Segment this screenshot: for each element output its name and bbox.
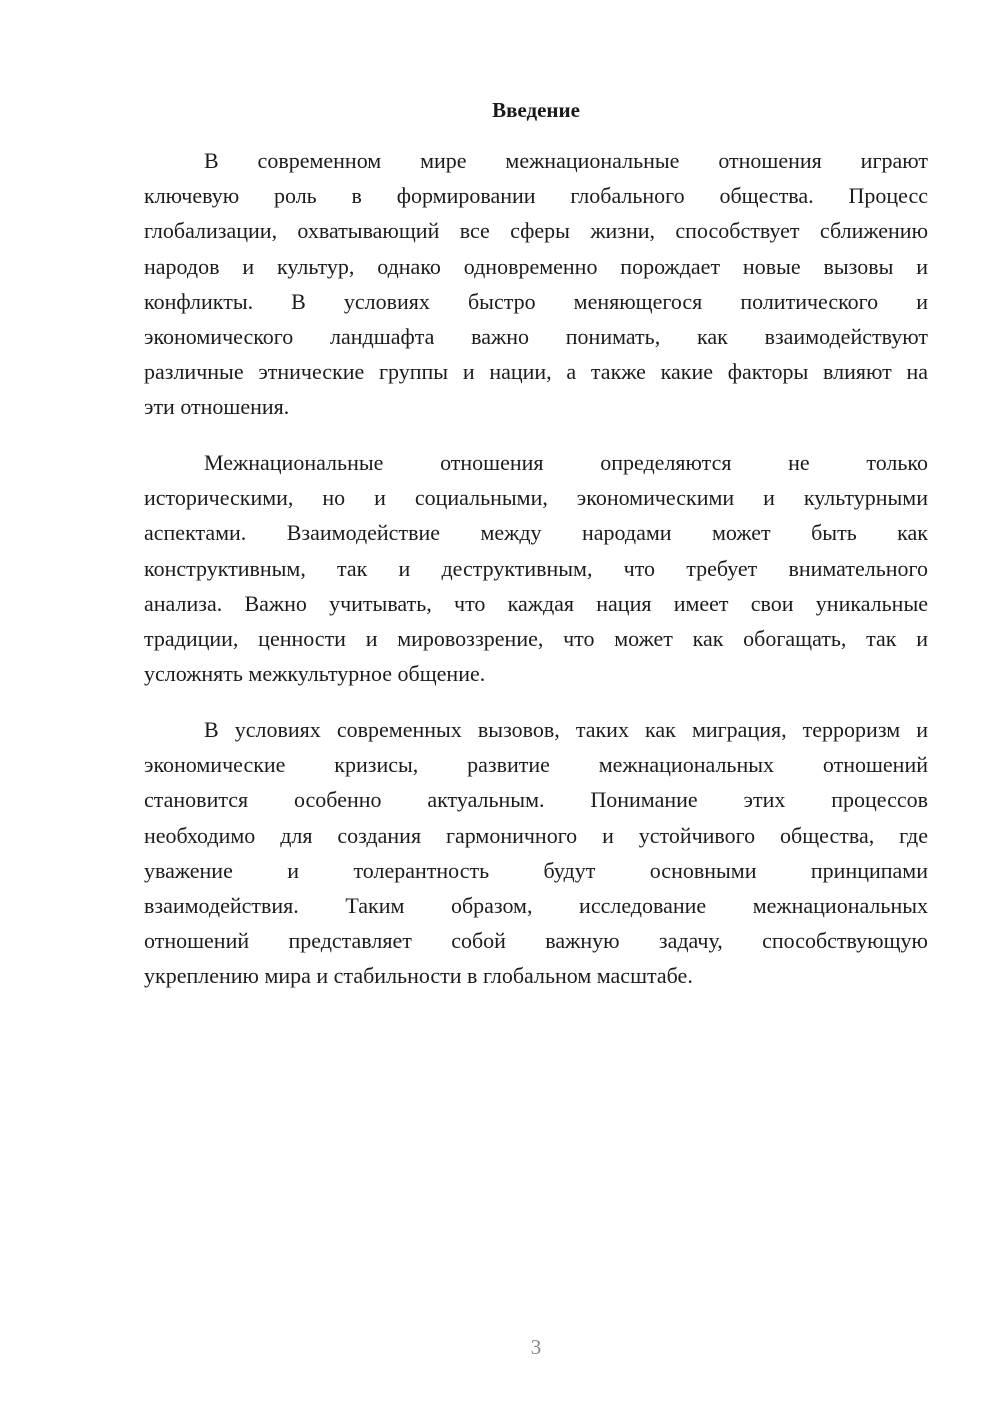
paragraph-3 (144, 712, 928, 994)
paragraph-line: народов и культур, однако одновременно порождает новые вызовы и (144, 253, 928, 279)
paragraph-line: эти отношения. (144, 394, 290, 420)
paragraph-line: историческими, но и социальными, экономическими и культурными (144, 485, 928, 511)
paragraph-line: В современном мире межнациональные отношения играют (204, 148, 928, 173)
paragraph-1 (144, 143, 928, 425)
paragraph-line: необходимо для создания гармоничного и устойчивого общества, где (144, 822, 928, 848)
paragraph-line: отношений представляет собой важную задачу, способствующую (144, 928, 928, 954)
section-heading: Введение (492, 98, 580, 122)
paragraph-line: усложнять межкультурное общение. (144, 661, 486, 687)
paragraph-line: укреплению мира и стабильности в глобальном масштабе. (144, 963, 693, 989)
paragraph-line: В условиях современных вызовов, таких как миграция, терроризм и (204, 717, 928, 742)
paragraph-line: конструктивным, так и деструктивным, что требует внимательного (144, 555, 928, 581)
paragraph-line: анализа. Важно учитывать, что каждая нация имеет свои уникальные (144, 590, 928, 616)
paragraph-line: аспектами. Взаимодействие между народами может быть как (144, 520, 928, 546)
paragraph-line: экономического ландшафта важно понимать, как взаимодействуют (144, 324, 928, 350)
paragraph-2 (144, 445, 928, 691)
paragraph-line: становится особенно актуальным. Понимание этих процессов (144, 787, 928, 813)
page-number: 3 (530, 1335, 542, 1359)
paragraph-line: взаимодействия. Таким образом, исследование межнациональных (144, 893, 928, 919)
paragraph-line: глобализации, охватывающий все сферы жизни, способствует сближению (144, 218, 928, 244)
paragraph-line: традиции, ценности и мировоззрение, что может как обогащать, так и (144, 626, 928, 652)
paragraph-line: экономические кризисы, развитие межнациональных отношений (144, 752, 928, 778)
paragraph-line: различные этнические группы и нации, а также какие факторы влияют на (144, 359, 928, 385)
paragraph-line: ключевую роль в формировании глобального общества. Процесс (144, 183, 928, 209)
paragraph-line: конфликты. В условиях быстро меняющегося политического и (144, 288, 928, 314)
paragraph-line: Межнациональные отношения определяются не только (204, 450, 928, 475)
paragraph-line: уважение и толерантность будут основными принципами (144, 857, 928, 883)
